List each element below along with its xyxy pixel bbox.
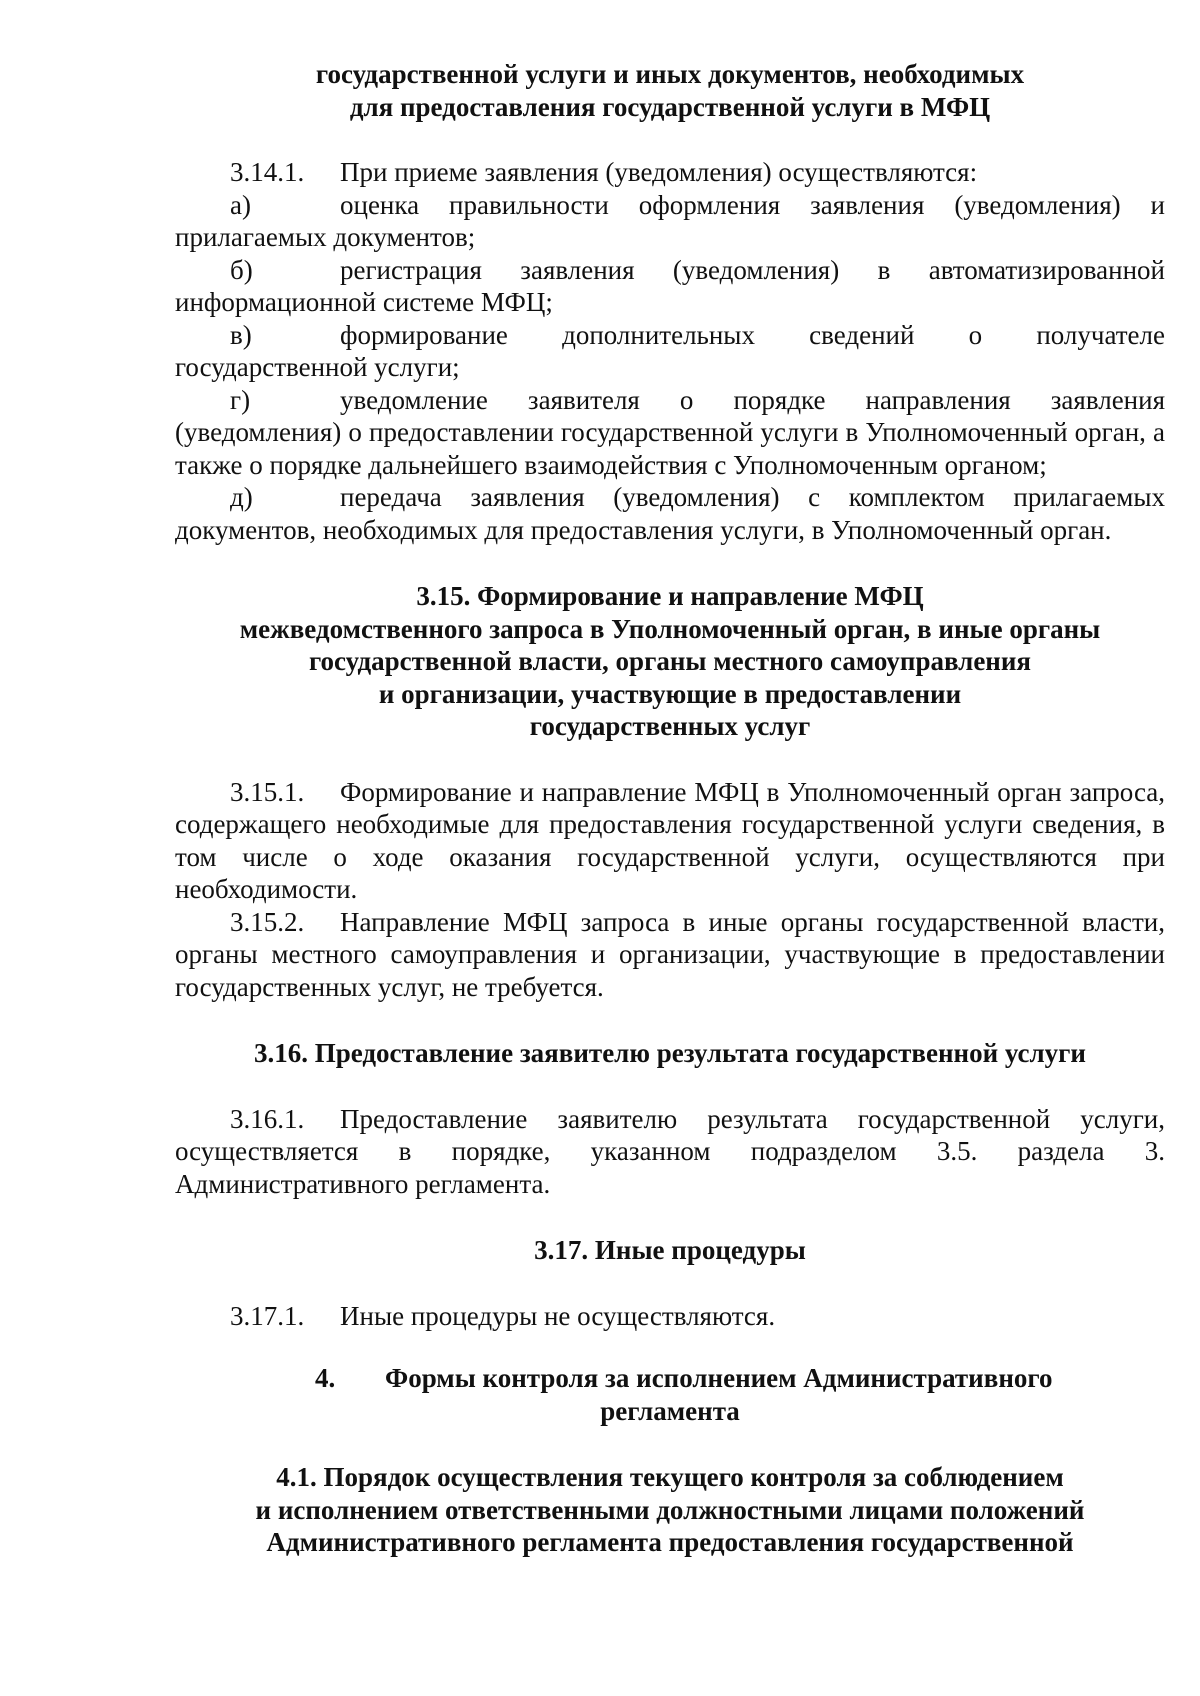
heading-line: государственной услуги и иных документов, необходимых xyxy=(315,59,1025,89)
heading-line: государственных услуг xyxy=(529,711,811,741)
paragraph-number: 3.15.2. xyxy=(230,906,305,937)
section-number: 4. xyxy=(315,1363,336,1393)
list-text: оценка правильности оформления заявления (уведомления) и xyxy=(340,189,1165,220)
section-3-16-heading: 3.16. Предоставление заявителю результата государственной услуги xyxy=(254,1038,1086,1068)
paragraph-text: Предоставление заявителю результата государственной услуги, осуществляется в порядке, указанном подразделом 3.5. раздела 3. Административного регламента. xyxy=(175,1103,1165,1199)
paragraph-number: 3.14.1. xyxy=(230,157,305,187)
list-text: регистрация заявления (уведомления) в автоматизированной xyxy=(340,254,1165,285)
list-item-g xyxy=(175,384,1165,482)
list-label: в) xyxy=(230,319,252,350)
heading-line: для предоставления государственной услуги в МФЦ xyxy=(349,91,991,122)
list-text-cont: (уведомления) о предоставлении государственной услуги в Уполномоченный орган, а также о порядке дальнейшего взаимодействия с Уполномоченным органом; xyxy=(175,417,1165,480)
paragraph-number: 3.17.1. xyxy=(230,1300,305,1331)
list-text-cont: информационной системе МФЦ; xyxy=(175,287,553,317)
heading-line: 4.1. Порядок осуществления текущего контроля за соблюдением xyxy=(276,1462,1064,1492)
paragraph-3-15-2 xyxy=(175,906,1165,1004)
list-text-cont: прилагаемых документов; xyxy=(175,222,476,252)
section-3-17-heading: 3.17. Иные процедуры xyxy=(534,1235,806,1265)
section-4-1-heading xyxy=(175,1461,1165,1559)
list-label: а) xyxy=(230,189,251,220)
heading-line: 3.15. Формирование и направление МФЦ xyxy=(416,581,924,611)
document-body xyxy=(175,58,1165,1559)
section-4-heading xyxy=(175,1362,1165,1427)
list-text-cont: государственной услуги; xyxy=(175,352,460,382)
paragraph-3-15-1 xyxy=(175,776,1165,906)
paragraph-3-14-1 xyxy=(175,156,1165,189)
list-text: передача заявления (уведомления) с комплектом прилагаемых xyxy=(340,482,1165,512)
section-title-cont: регламента xyxy=(600,1395,740,1426)
list-text: формирование дополнительных сведений о получателе xyxy=(340,319,1165,350)
paragraph-text: Направление МФЦ запроса в иные органы государственной власти, органы местного самоуправления и организации, участвующие в предоставлении государственных услуг, не требуется. xyxy=(175,906,1165,1002)
paragraph-text: Формирование и направление МФЦ в Уполномоченный орган запроса, содержащего необходимые для предоставления государственной услуги сведения, в том числе о ходе оказания государственной услуги, осуществляются при необходимости. xyxy=(175,776,1165,904)
heading-line: государственной власти, органы местного самоуправления xyxy=(308,646,1032,676)
list-item-b xyxy=(175,254,1165,319)
paragraph-text: При приеме заявления (уведомления) осуществляются: xyxy=(340,157,978,187)
heading-line: межведомственного запроса в Уполномоченный орган, в иные органы xyxy=(239,613,1101,644)
list-text-cont: документов, необходимых для предоставления услуги, в Уполномоченный орган. xyxy=(175,514,1112,545)
list-label: г) xyxy=(230,384,251,415)
list-label: д) xyxy=(230,482,253,512)
heading-line: и исполнением ответственными должностными лицами положений xyxy=(255,1494,1085,1525)
paragraph-number: 3.15.1. xyxy=(230,776,305,807)
continued-heading xyxy=(175,58,1165,123)
paragraph-3-17-1 xyxy=(175,1300,1165,1333)
section-3-15-heading xyxy=(175,580,1165,743)
list-item-d xyxy=(175,481,1165,546)
list-item-a xyxy=(175,189,1165,254)
list-item-v xyxy=(175,319,1165,384)
heading-line: Административного регламента предоставления государственной xyxy=(266,1527,1074,1557)
heading-line: и организации, участвующие в предоставлении xyxy=(378,678,962,709)
section-title: Формы контроля за исполнением Административного xyxy=(385,1363,1053,1393)
paragraph-3-16-1 xyxy=(175,1103,1165,1201)
paragraph-number: 3.16.1. xyxy=(230,1103,305,1134)
list-label: б) xyxy=(230,254,253,285)
list-text: уведомление заявителя о порядке направления заявления xyxy=(340,384,1165,415)
paragraph-text: Иные процедуры не осуществляются. xyxy=(340,1300,776,1331)
